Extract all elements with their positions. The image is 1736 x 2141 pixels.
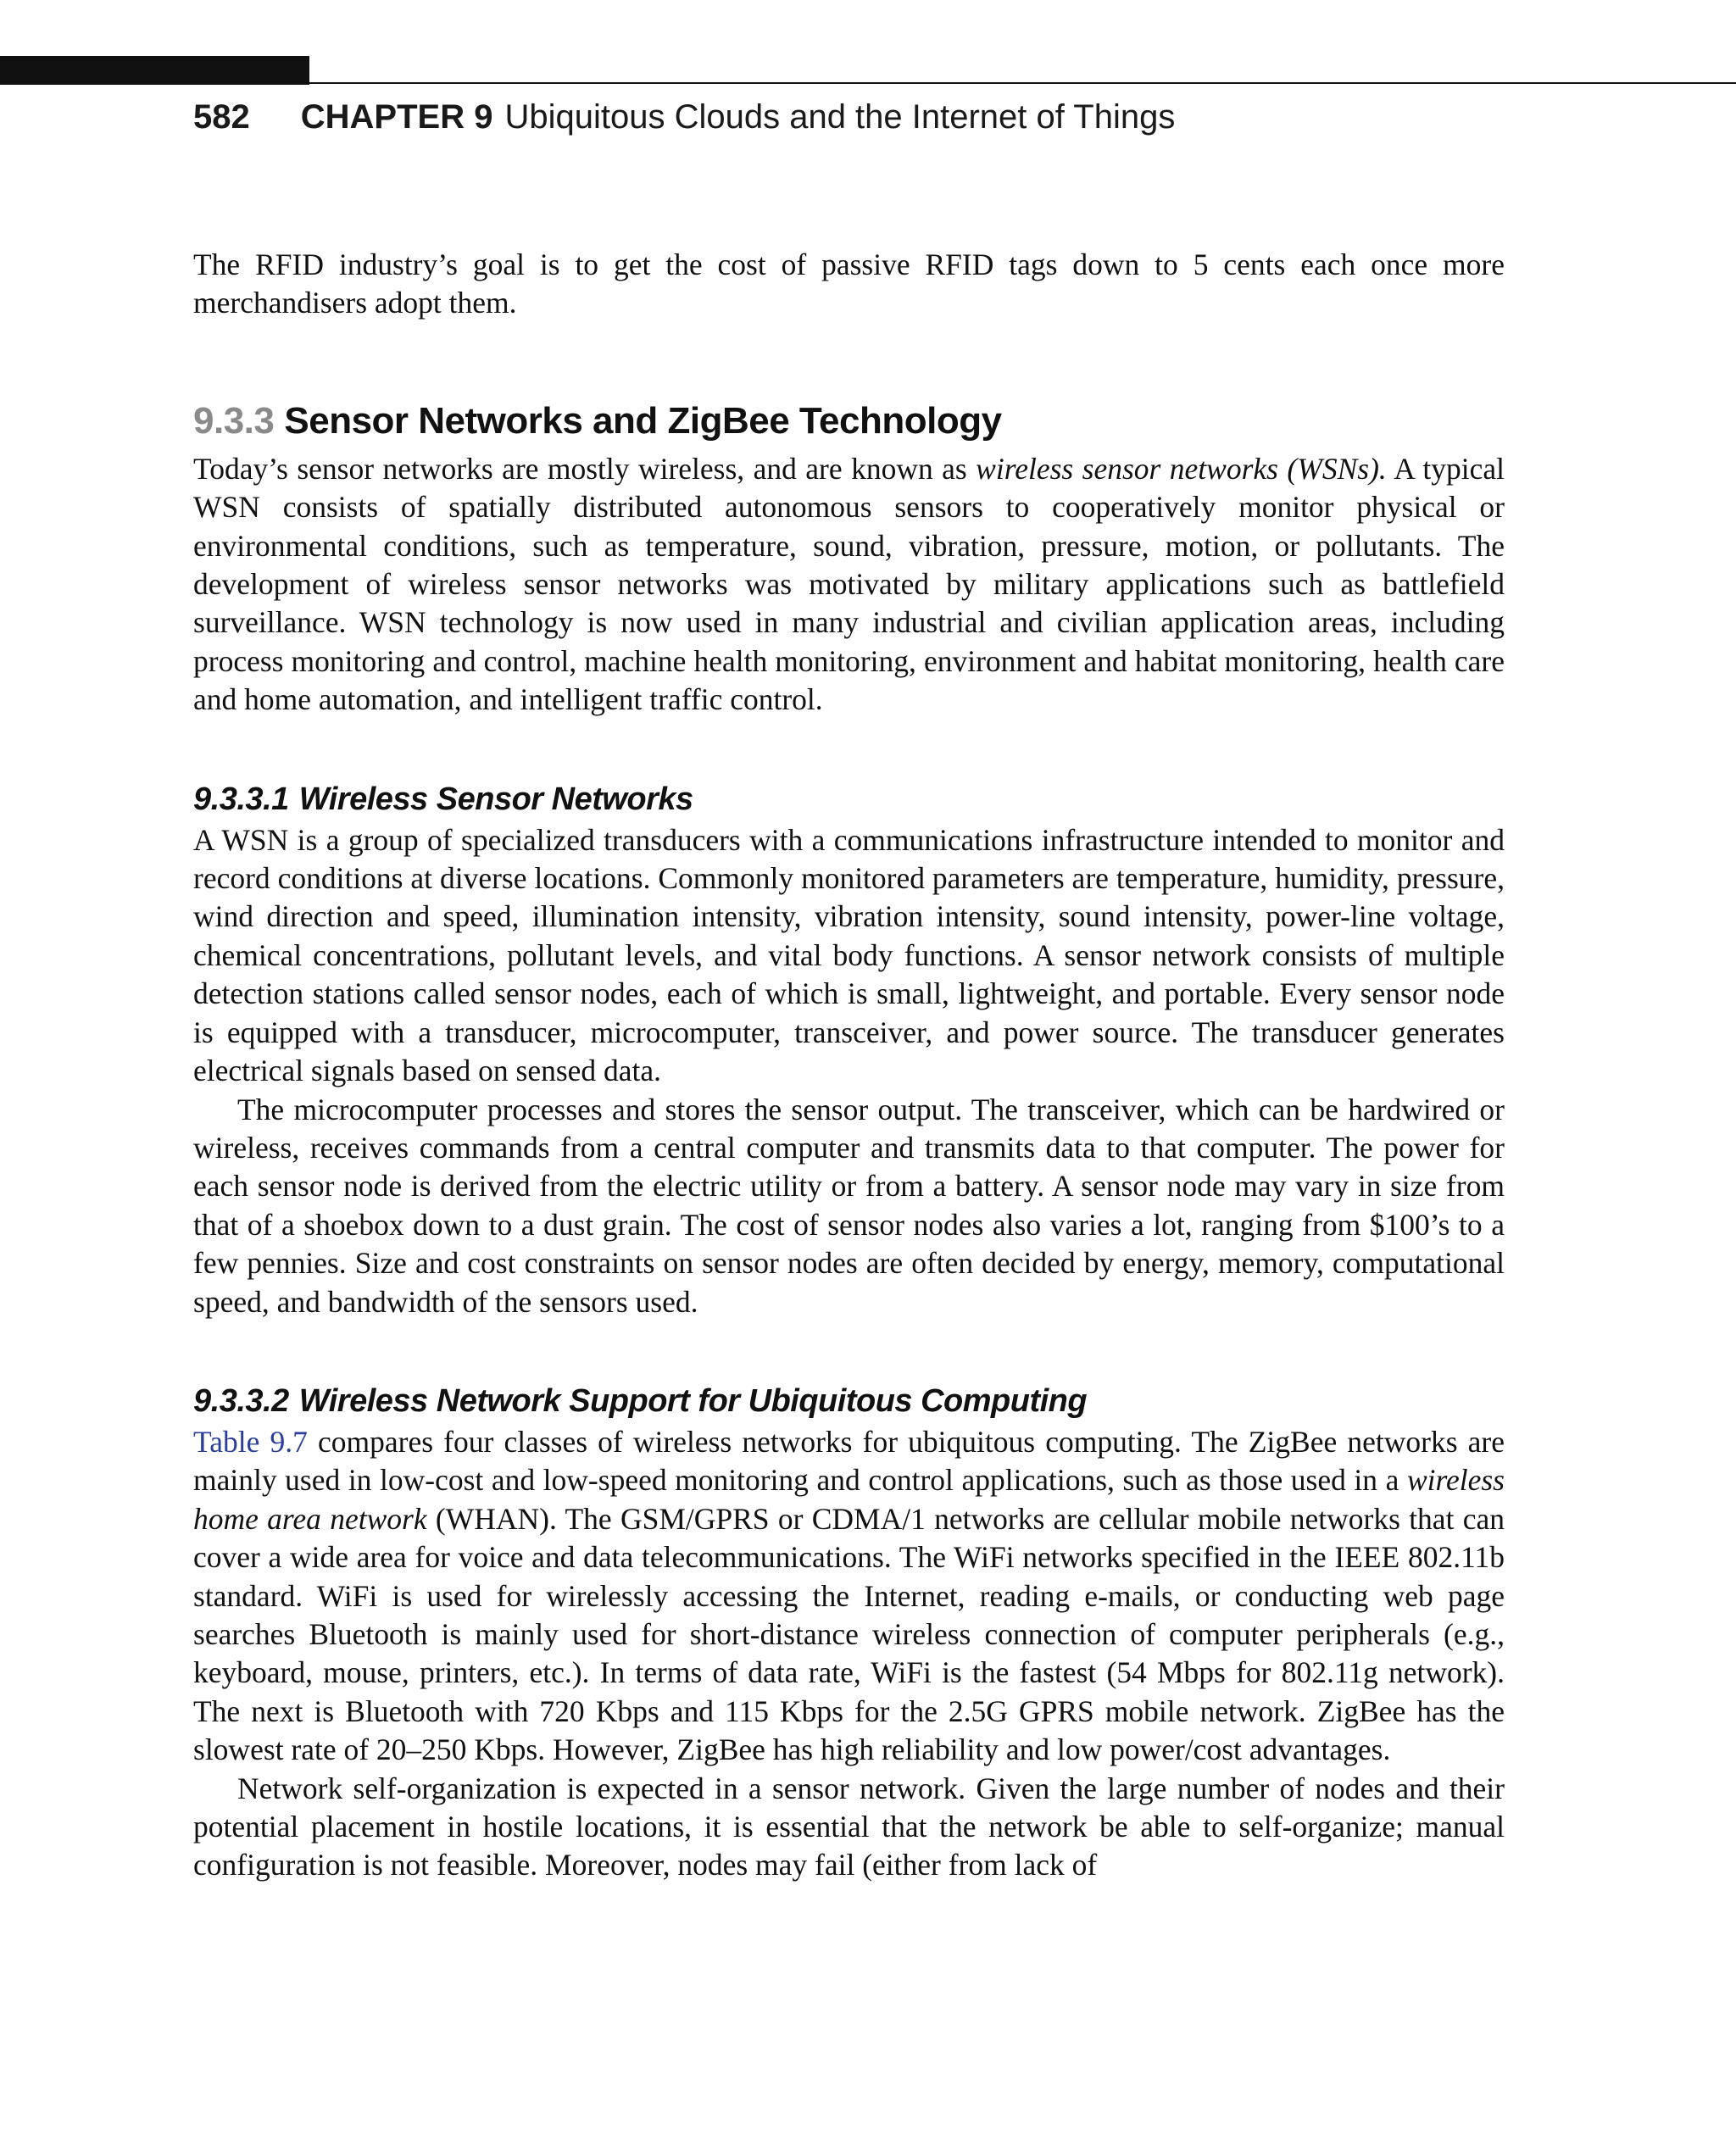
emphasis-term: wireless home area network <box>193 1463 1505 1536</box>
table-reference-link[interactable]: Table 9.7 <box>193 1424 308 1459</box>
text-run: Today’s sensor networks are mostly wireless, and are known as <box>193 451 976 486</box>
header-rule-thin <box>309 82 1736 84</box>
page-number: 582 <box>193 98 250 136</box>
subsection-number: 9.3.3.2 <box>193 1382 289 1419</box>
text-run: compares four classes of wireless networks for ubiquitous computing. The ZigBee networks are mainly used in low-cost and low-speed monitoring and control applications, such as those used in a <box>193 1424 1505 1498</box>
subsection-2-paragraph-1 <box>193 1423 1505 1770</box>
section-number: 9.3.3 <box>193 399 275 442</box>
text-run: A typical WSN consists of spatially distributed autonomous sensors to cooperatively monitor physical or environmental conditions, such as temperature, sound, vibration, pressure, motion, or pollutants. The development of wireless sensor networks was motivated by military applications such as battlefield surveillance. WSN technology is now used in many industrial and civilian application areas, including process monitoring and control, machine health monitoring, environment and habitat monitoring, health care and home automation, and intelligent traffic control. <box>193 451 1505 717</box>
spacer <box>193 1321 1505 1381</box>
subsection-title: Wireless Sensor Networks <box>298 781 693 817</box>
section-heading <box>193 398 1505 445</box>
section-paragraph <box>193 450 1505 720</box>
intro-paragraph: The RFID industry’s goal is to get the cost of passive RFID tags down to 5 cents each once more merchandisers adopt them. <box>193 247 1505 320</box>
page-body <box>193 246 1505 1885</box>
spacer <box>193 720 1505 779</box>
running-header <box>193 95 1175 139</box>
subsection-heading-1 <box>193 779 1505 820</box>
section-title: Sensor Networks and ZigBee Technology <box>284 399 1002 442</box>
subsection-2-paragraph-2: Network self-organization is expected in a sensor network. Given the large number of nodes and their potential placement in hostile locations, it is essential that the network be able to self-organize; manual configuration is not feasible. Moreover, nodes may fail (either from lack of <box>193 1771 1505 1882</box>
subsection-number: 9.3.3.1 <box>193 781 289 817</box>
emphasis-term: wireless sensor networks (WSNs). <box>976 451 1387 486</box>
text-run: (WHAN). The GSM/GPRS or CDMA/1 networks are cellular mobile networks that can cover a wide area for voice and data telecommunications. The WiFi networks specified in the IEEE 802.11b standard. WiFi is used for wirelessly accessing the Internet, reading e-mails, or conducting web page searches Bluetooth is mainly used for short-distance wireless connection of computer peripherals (e.g., keyboard, mouse, printers, etc.). In terms of data rate, WiFi is the fastest (54 Mbps for 802.11g network). The next is Bluetooth with 720 Kbps and 115 Kbps for the 2.5G GPRS mobile network. ZigBee has the slowest rate of 20–250 Kbps. However, ZigBee has high reliability and low power/cost advantages. <box>193 1501 1505 1767</box>
header-rule-thick <box>0 56 309 85</box>
subsection-1-paragraph-1: A WSN is a group of specialized transducers with a communications infrastructure intended to monitor and record conditions at diverse locations. Commonly monitored parameters are temperature, humidity, pressure, wind direction and speed, illumination intensity, vibration intensity, sound intensity, power-line voltage, chemical concentrations, pollutant levels, and vital body functions. A sensor network consists of multiple detection stations called sensor nodes, each of which is small, lightweight, and portable. Every sensor node is equipped with a transducer, microcomputer, transceiver, and power source. The transducer generates electrical signals based on sensed data. <box>193 822 1505 1088</box>
chapter-title: Ubiquitous Clouds and the Internet of Things <box>504 98 1176 136</box>
chapter-label: CHAPTER 9 <box>300 98 493 136</box>
spacer <box>193 323 1505 398</box>
subsection-heading-2 <box>193 1381 1505 1421</box>
subsection-title: Wireless Network Support for Ubiquitous Computing <box>298 1382 1088 1419</box>
subsection-1-paragraph-2: The microcomputer processes and stores the sensor output. The transceiver, which can be hardwired or wireless, receives commands from a central computer and transmits data to that computer. The power for each sensor node is derived from the electric utility or from a battery. A sensor node may vary in size from that of a shoebox down to a dust grain. The cost of sensor nodes also varies a lot, ranging from $100’s to a few pennies. Size and cost constraints on sensor nodes are often decided by energy, memory, computational speed, and bandwidth of the sensors used. <box>193 1092 1505 1319</box>
